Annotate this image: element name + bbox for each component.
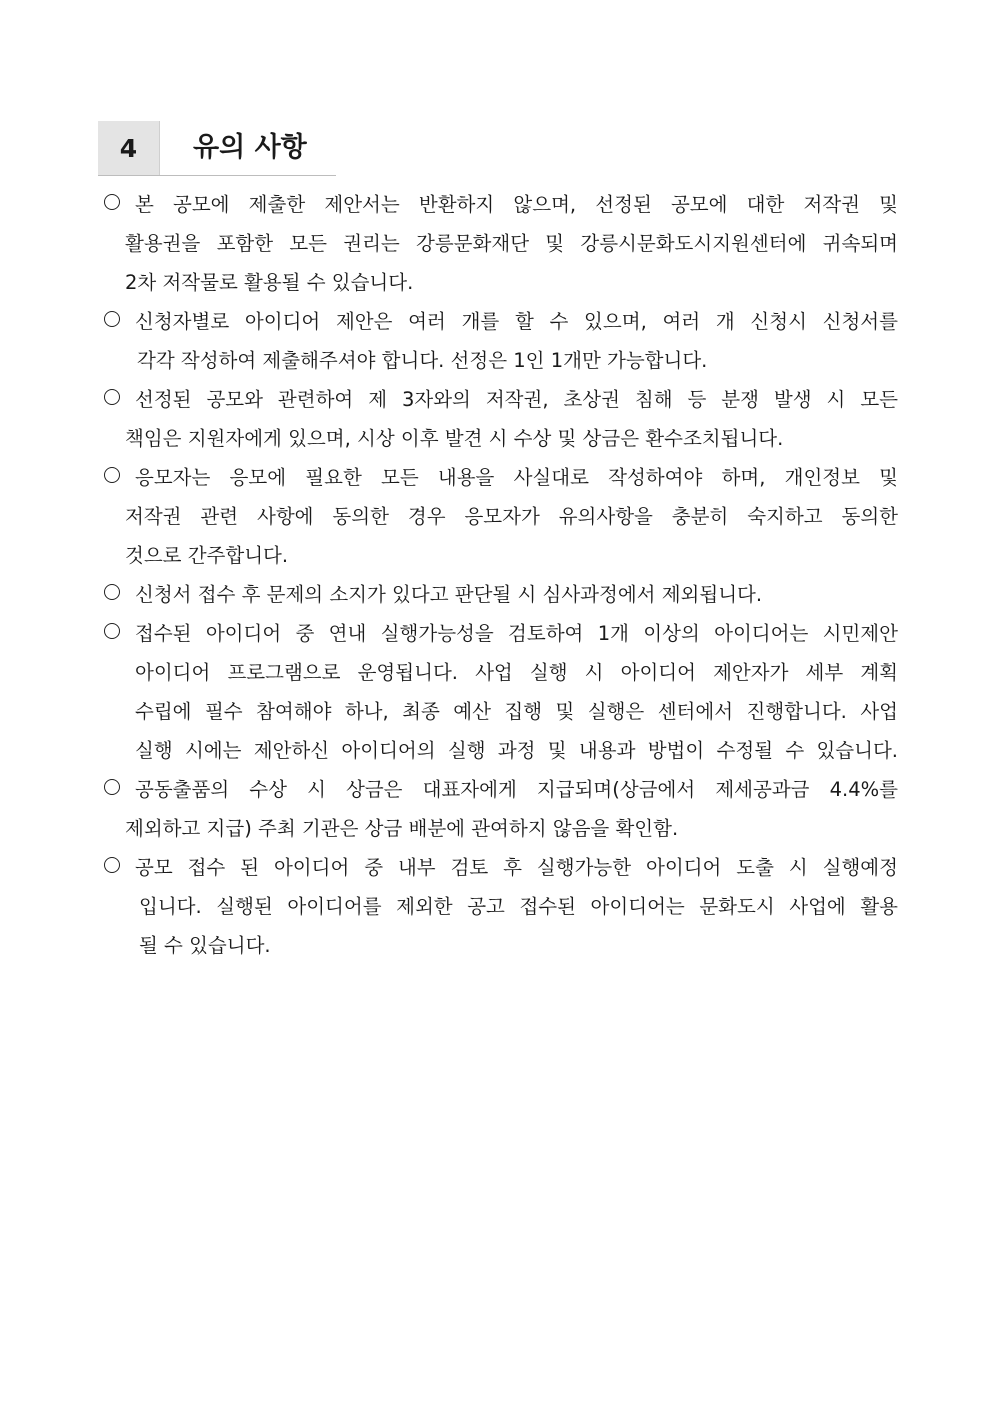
note-item [104, 185, 898, 302]
note-line: 수립에 필수 참여해야 하나, 최종 예산 집행 및 실행은 센터에서 진행합니다. 사업 [135, 700, 898, 723]
note-item [104, 380, 898, 458]
notes-list [104, 185, 898, 965]
section-header [98, 121, 336, 176]
section-title: 유의 사항 [193, 132, 307, 163]
circle-bullet-icon [104, 194, 120, 210]
note-item [104, 458, 898, 575]
circle-bullet-icon [104, 623, 120, 639]
circle-bullet-icon [104, 311, 120, 327]
circle-bullet-icon [104, 584, 120, 600]
note-line: 각각 작성하여 제출해주셔야 합니다. 선정은 1인 1개만 가능합니다. [137, 349, 708, 372]
note-line: 신청자별로 아이디어 제안은 여러 개를 할 수 있으며, 여러 개 신청시 신청서를 [135, 310, 898, 333]
circle-bullet-icon [104, 857, 120, 873]
note-line: 공모 접수 된 아이디어 중 내부 검토 후 실행가능한 아이디어 도출 시 실행예정 [135, 856, 898, 879]
note-line: 저작권 관련 사항에 동의한 경우 응모자가 유의사항을 충분히 숙지하고 동의한 [125, 505, 898, 528]
note-line: 접수된 아이디어 중 연내 실행가능성을 검토하여 1개 이상의 아이디어는 시민제안 [135, 622, 898, 645]
note-line: 책임은 지원자에게 있으며, 시상 이후 발견 시 수상 및 상금은 환수조치됩니다. [125, 427, 784, 450]
circle-bullet-icon [104, 779, 120, 795]
section-number: 4 [98, 121, 160, 175]
note-line: 실행 시에는 제안하신 아이디어의 실행 과정 및 내용과 방법이 수정될 수 있습니다. [135, 739, 898, 762]
note-line: 활용권을 포함한 모든 권리는 강릉문화재단 및 강릉시문화도시지원센터에 귀속되며 [125, 232, 898, 255]
note-item [104, 614, 898, 770]
note-item [104, 575, 898, 614]
note-line: 응모자는 응모에 필요한 모든 내용을 사실대로 작성하여야 하며, 개인정보 및 [135, 466, 898, 489]
note-item [104, 770, 898, 848]
circle-bullet-icon [104, 467, 120, 483]
note-line: 될 수 있습니다. [139, 934, 271, 957]
note-line: 아이디어 프로그램으로 운영됩니다. 사업 실행 시 아이디어 제안자가 세부 계획 [135, 661, 898, 684]
circle-bullet-icon [104, 389, 120, 405]
note-line: 2차 저작물로 활용될 수 있습니다. [125, 271, 414, 294]
note-line: 공동출품의 수상 시 상금은 대표자에게 지급되며(상금에서 제세공과금 4.4%를 [135, 778, 898, 801]
note-item [104, 302, 898, 380]
note-line: 입니다. 실행된 아이디어를 제외한 공고 접수된 아이디어는 문화도시 사업에 활용 [139, 895, 898, 918]
note-line: 신청서 접수 후 문제의 소지가 있다고 판단될 시 심사과정에서 제외됩니다. [135, 583, 763, 606]
note-line: 것으로 간주합니다. [125, 544, 289, 567]
note-line: 제외하고 지급) 주최 기관은 상금 배분에 관여하지 않음을 확인함. [125, 817, 679, 840]
note-line: 선정된 공모와 관련하여 제 3자와의 저작권, 초상권 침해 등 분쟁 발생 시 모든 [135, 388, 898, 411]
note-item [104, 848, 898, 965]
note-line: 본 공모에 제출한 제안서는 반환하지 않으며, 선정된 공모에 대한 저작권 및 [135, 193, 898, 216]
